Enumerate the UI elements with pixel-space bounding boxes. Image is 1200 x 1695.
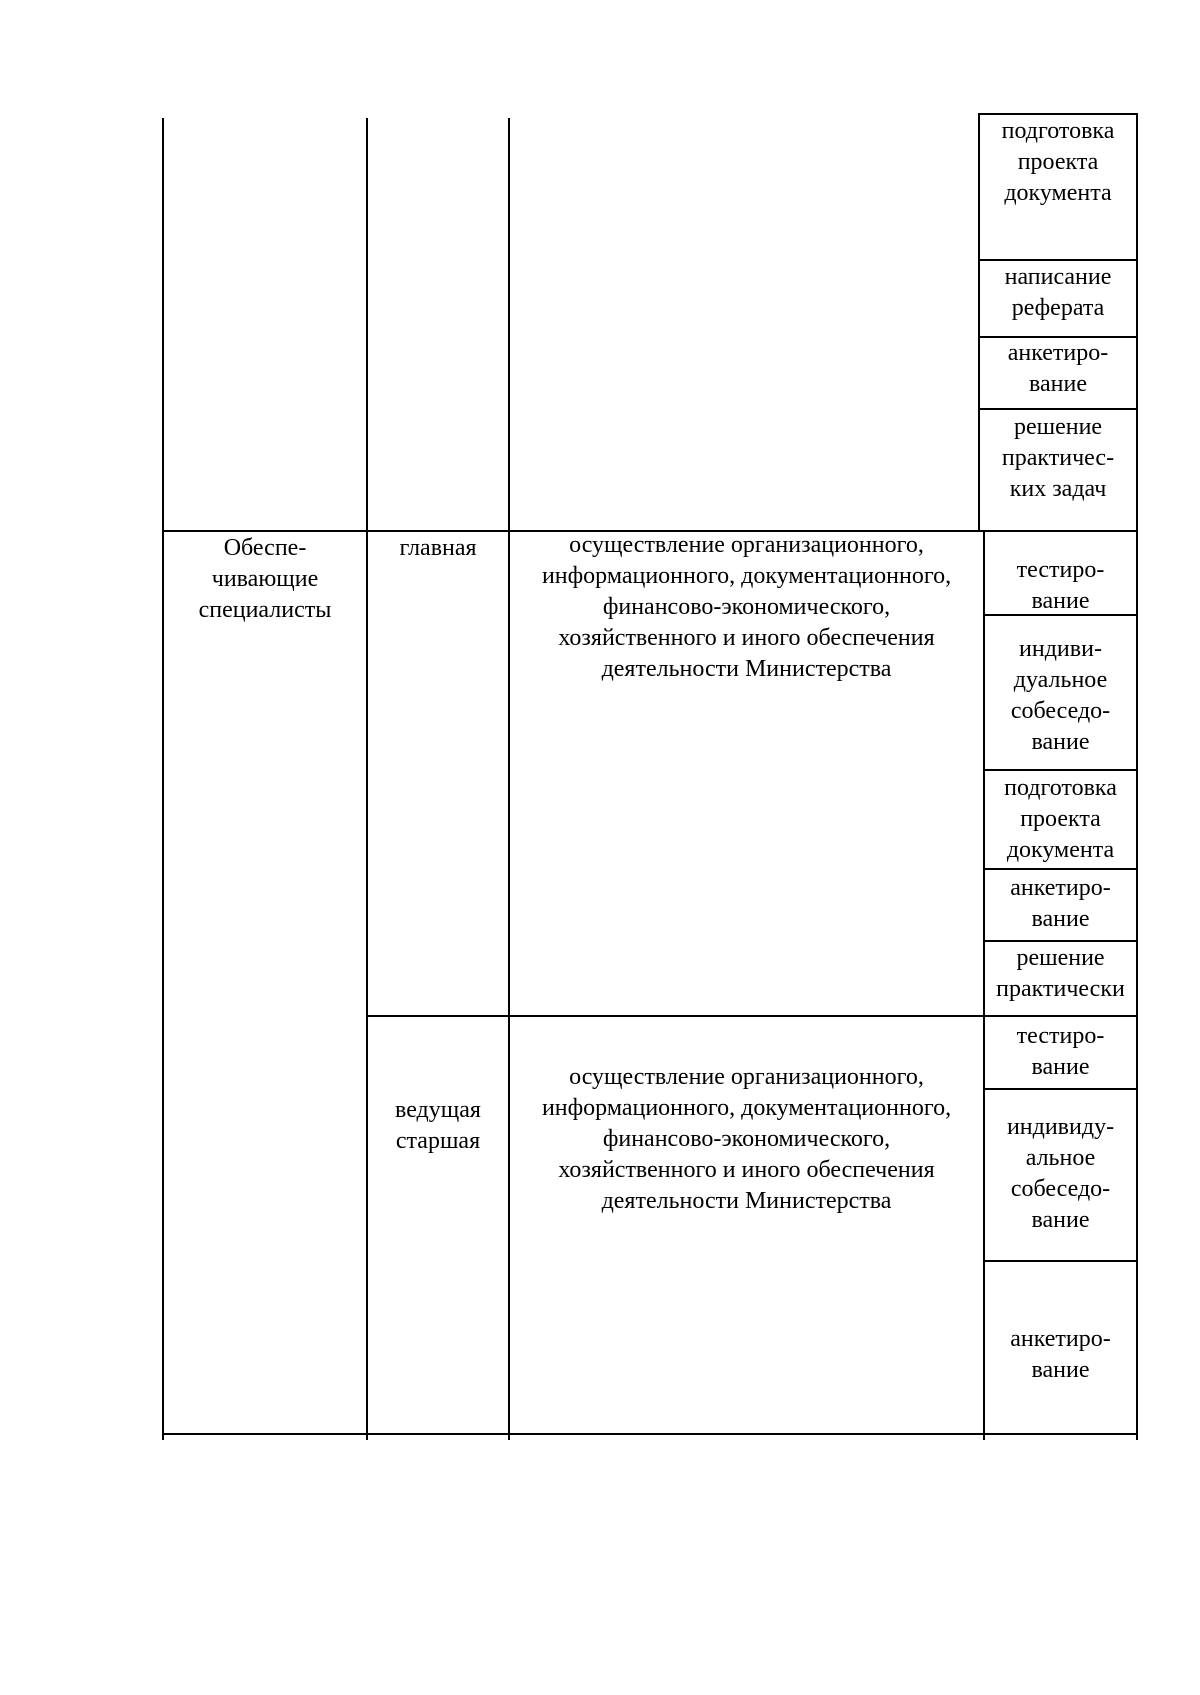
method-divider	[983, 1088, 1138, 1090]
method-divider	[983, 868, 1138, 870]
function-cell: осуществление организационного, информационного, документационного, финансово-экономического, хозяйственного и иного обеспечения деятельности Министерства	[541, 532, 952, 682]
method-cell: тестиро- вание	[1016, 557, 1105, 614]
table-border-right	[1136, 113, 1138, 1440]
table-divider-col2	[508, 118, 510, 1440]
level-cell: ведущая старшая	[395, 1097, 481, 1154]
table-border-bottom	[162, 1433, 1138, 1435]
method-divider	[983, 940, 1138, 942]
method-cell: тестиро- вание	[1016, 1023, 1105, 1080]
method-divider	[978, 259, 1138, 261]
table-border-left	[162, 118, 164, 1440]
group-name-cell: Обеспе- чивающие специалисты	[198, 535, 332, 623]
method-cell: индиви- дуальное собеседо- вание	[1010, 636, 1111, 755]
method-cell: анкетиро- вание	[1007, 340, 1109, 397]
method-divider	[983, 769, 1138, 771]
method-cell: анкетиро- вание	[1010, 1326, 1111, 1383]
level-row-divider	[366, 1015, 1138, 1017]
method-divider	[978, 408, 1138, 410]
function-cell: осуществление организационного, информационного, документационного, финансово-экономического, хозяйственного и иного обеспечения деятельности Министерства	[541, 1064, 952, 1214]
method-cell: подготовка проекта документа	[1004, 775, 1117, 863]
method-cell: решение практически	[996, 945, 1125, 1002]
method-cell: подготовка проекта документа	[1001, 118, 1115, 206]
method-cell: написание реферата	[1004, 264, 1112, 321]
method-cell: анкетиро- вание	[1010, 875, 1111, 932]
level-cell: главная	[399, 535, 477, 561]
method-box-top	[978, 113, 1138, 115]
table-divider-col1	[366, 118, 368, 1440]
method-cell: индивиду- альное собеседо- вание	[1006, 1114, 1115, 1233]
method-divider	[983, 1260, 1138, 1262]
method-cell: решение практичес- ких задач	[1001, 414, 1115, 502]
